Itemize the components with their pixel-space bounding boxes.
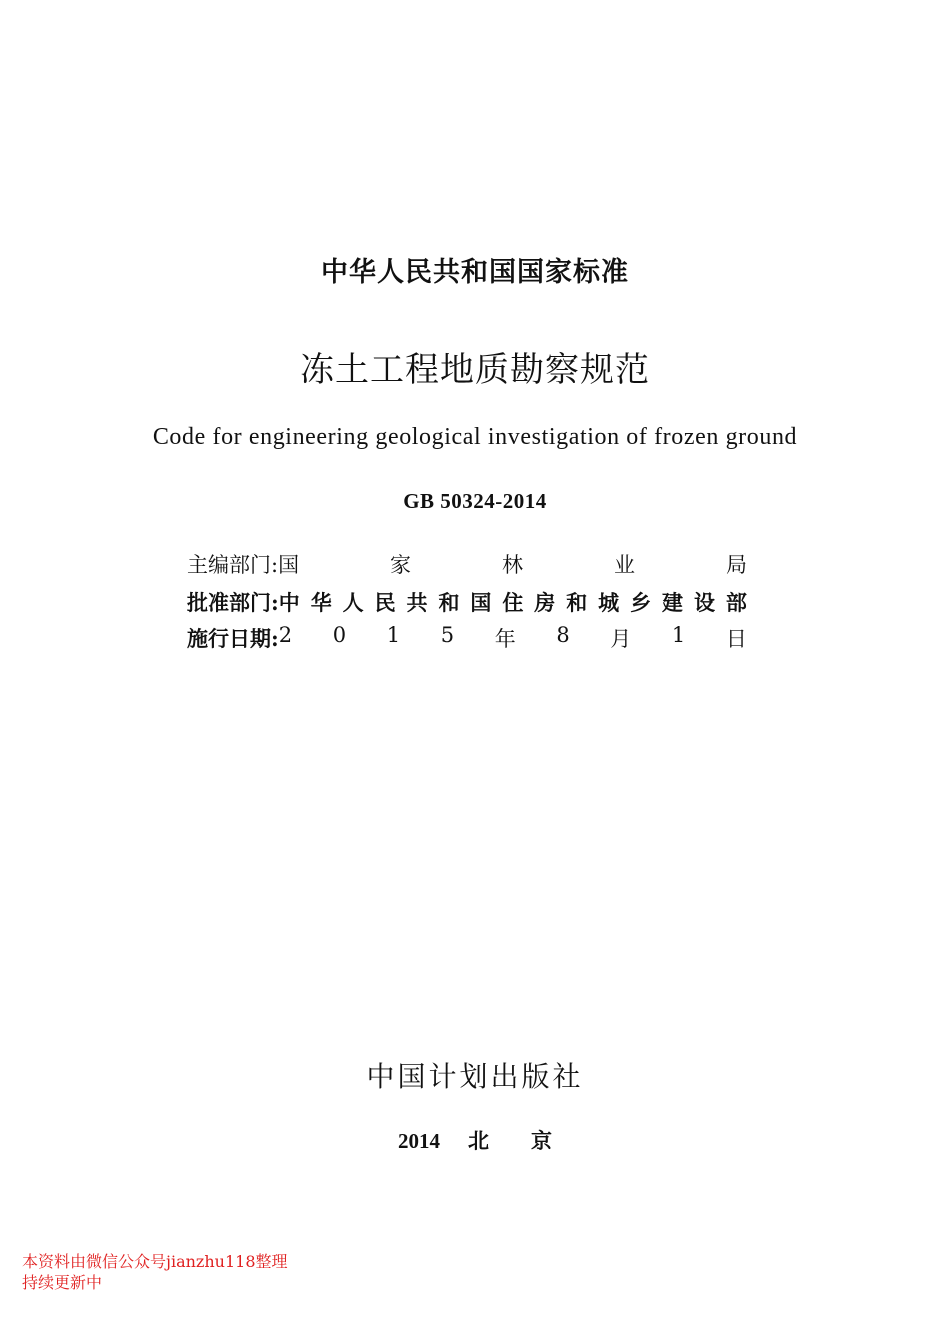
- approver-char: 人: [342, 590, 364, 615]
- document-title-chinese: 冻土工程地质勘察规范: [300, 350, 650, 390]
- approver-char: 民: [374, 590, 396, 615]
- editor-department-label: 主编部门:: [187, 553, 279, 577]
- document-title-english: Code for engineering geological investigation of frozen ground: [152, 424, 798, 450]
- editor-char: 业: [613, 553, 635, 577]
- approver-char: 乡: [630, 590, 652, 615]
- watermark-note: [22, 1251, 288, 1293]
- national-standard-heading: 中华人民共和国国家标准: [321, 257, 629, 288]
- editor-char: 家: [390, 553, 412, 577]
- date-char: 8: [556, 623, 570, 647]
- editor-char: 局: [725, 553, 747, 577]
- approver-char: 共: [406, 590, 428, 615]
- approver-char: 部: [725, 590, 747, 615]
- publication-city-char: 北: [468, 1129, 489, 1153]
- approver-char: 设: [693, 590, 715, 615]
- approver-char: 和: [438, 590, 460, 615]
- date-char: 2: [278, 623, 293, 647]
- date-char: 年: [494, 627, 516, 651]
- watermark-line: 持续更新中: [22, 1273, 103, 1292]
- approver-char: 国: [470, 590, 492, 615]
- approver-char: 房: [534, 590, 556, 615]
- date-char: 5: [440, 623, 455, 647]
- effective-date-value: [279, 623, 747, 653]
- editor-department-row: [187, 548, 747, 580]
- approver-char: 华: [310, 590, 332, 615]
- effective-date-row: [187, 622, 747, 654]
- date-char: 1: [386, 623, 401, 647]
- approver-department-row: [187, 586, 747, 618]
- approver-char: 和: [566, 590, 588, 615]
- approver-char: 城: [598, 590, 620, 615]
- approver-char: 建: [662, 590, 684, 615]
- approver-department-label: 批准部门:: [187, 590, 279, 615]
- date-char: 0: [332, 623, 347, 647]
- publication-year-city: [0, 1125, 950, 1155]
- date-char: 日: [725, 627, 747, 651]
- approver-department-value: [279, 587, 747, 617]
- date-char: 月: [610, 627, 632, 651]
- editor-char: 林: [502, 553, 524, 577]
- editor-department-value: [278, 549, 747, 579]
- watermark-line: 本资料由微信公众号jianzhu118整理: [22, 1252, 288, 1271]
- standard-code: GB 50324-2014: [403, 489, 547, 513]
- date-char: 1: [671, 623, 686, 647]
- effective-date-label: 施行日期:: [187, 626, 279, 651]
- approver-char: 住: [502, 590, 524, 615]
- publisher-name: 中国计划出版社: [366, 1060, 584, 1093]
- editor-char: 国: [278, 553, 300, 577]
- publication-city-char: 京: [531, 1129, 552, 1153]
- publication-year: 2014: [398, 1129, 440, 1153]
- approver-char: 中: [278, 590, 300, 615]
